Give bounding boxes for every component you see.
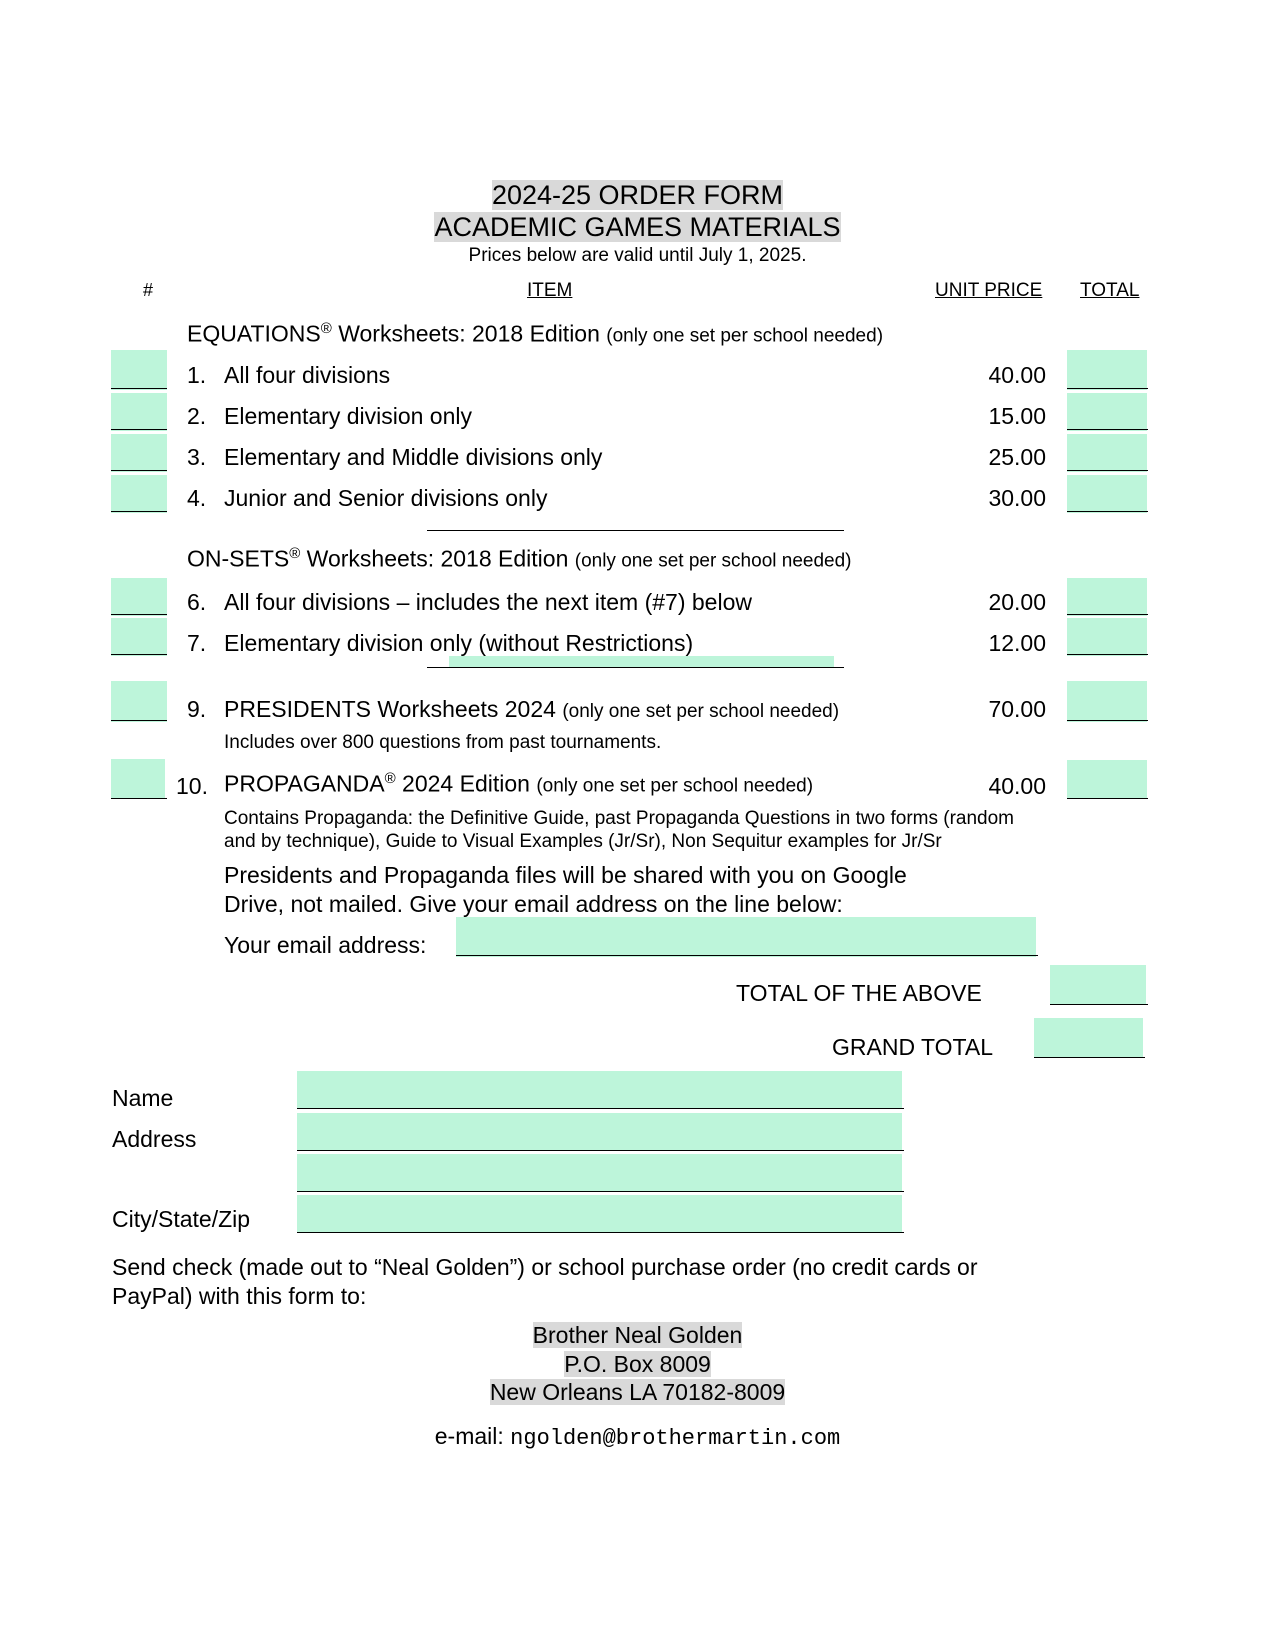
item-price: 30.00 [988, 485, 1046, 511]
item-price: 20.00 [988, 589, 1046, 615]
item-number: 2. [187, 403, 207, 429]
total-input-10[interactable] [1067, 760, 1147, 798]
equations-heading: EQUATIONS® Worksheets: 2018 Edition (only one set per school needed) [187, 320, 884, 347]
qty-line-9 [111, 720, 167, 721]
name-input[interactable] [297, 1071, 902, 1109]
name-label: Name [112, 1085, 174, 1111]
grand-total-input[interactable] [1034, 1018, 1143, 1058]
propaganda-description: Contains Propaganda: the Definitive Guide, past Propaganda Questions in two forms (random [224, 808, 1015, 829]
total-above-input[interactable] [1050, 965, 1146, 1005]
item-label: All four divisions – includes the next item (#7) below [224, 589, 752, 615]
item-number: 4. [187, 485, 207, 511]
qty-input-9[interactable] [111, 681, 167, 722]
col-unit-price: UNIT PRICE [935, 280, 1043, 301]
email-label: Your email address: [224, 932, 427, 958]
item-number: 1. [187, 362, 207, 388]
item-number: 9. [187, 696, 207, 722]
name-line [297, 1108, 904, 1109]
col-item: ITEM [527, 280, 573, 301]
qty-input-1[interactable] [111, 350, 167, 390]
propaganda-label: PROPAGANDA® 2024 Edition (only one set per school needed) [224, 770, 814, 797]
city-label: City/State/Zip [112, 1206, 251, 1232]
address-label: Address [112, 1126, 197, 1152]
total-line-6 [1067, 614, 1148, 615]
address-line [297, 1150, 904, 1151]
total-line-2 [1067, 429, 1148, 430]
form-title: 2024-25 ORDER FORM [491, 180, 784, 210]
total-above-line [1050, 1004, 1148, 1005]
total-above-label: TOTAL OF THE ABOVE [736, 980, 982, 1006]
item-price: 70.00 [988, 696, 1046, 722]
qty-line-10 [111, 798, 167, 799]
total-line-10 [1067, 798, 1148, 799]
city-line [297, 1232, 904, 1233]
section-divider [427, 530, 844, 531]
item-price: 12.00 [988, 630, 1046, 656]
item-price: 15.00 [988, 403, 1046, 429]
item-price: 40.00 [988, 773, 1046, 799]
item-label: All four divisions [224, 362, 391, 388]
item-price: 25.00 [988, 444, 1046, 470]
qty-line-3 [111, 470, 167, 471]
total-input-2[interactable] [1067, 393, 1147, 431]
col-total: TOTAL [1080, 280, 1140, 301]
item-label: Elementary division only [224, 403, 473, 429]
address-input-2[interactable] [297, 1154, 902, 1192]
total-input-7[interactable] [1067, 618, 1147, 656]
qty-input-3[interactable] [111, 434, 167, 472]
total-input-6[interactable] [1067, 578, 1147, 616]
sharing-note: Drive, not mailed. Give your email address on the line below: [224, 891, 843, 917]
item-price: 40.00 [988, 362, 1046, 388]
email-link[interactable]: ngolden@brothermartin.com [510, 1426, 841, 1451]
presidents-label: PRESIDENTS Worksheets 2024 (only one set per school needed) [224, 696, 840, 722]
email-input[interactable] [456, 917, 1036, 957]
qty-input-4[interactable] [111, 475, 167, 513]
qty-line-6 [111, 614, 167, 615]
city-input[interactable] [297, 1195, 902, 1233]
item-label: Elementary division only (without Restrictions) [224, 630, 694, 656]
propaganda-description: and by technique), Guide to Visual Examples (Jr/Sr), Non Sequitur examples for Jr/Sr [224, 831, 942, 852]
item-number: 10. [176, 773, 208, 799]
instructions-text: Send check (made out to “Neal Golden”) or school purchase order (no credit cards or [112, 1254, 978, 1280]
total-input-4[interactable] [1067, 475, 1147, 513]
qty-line-4 [111, 511, 167, 512]
instructions-text: PayPal) with this form to: [112, 1283, 367, 1309]
total-input-9[interactable] [1067, 681, 1147, 722]
validity-note: Prices below are valid until July 1, 2025. [468, 245, 807, 266]
presidents-description: Includes over 800 questions from past tournaments. [224, 732, 662, 753]
qty-line-1 [111, 388, 167, 389]
mailing-name: Brother Neal Golden [532, 1322, 743, 1348]
onsets-heading: ON-SETS® Worksheets: 2018 Edition (only one set per school needed) [187, 545, 852, 572]
item-label: Elementary and Middle divisions only [224, 444, 603, 470]
form-subtitle: ACADEMIC GAMES MATERIALS [434, 212, 841, 242]
total-input-3[interactable] [1067, 434, 1147, 472]
total-line-3 [1067, 470, 1148, 471]
address-line-2 [297, 1191, 904, 1192]
item-number: 3. [187, 444, 207, 470]
total-line-4 [1067, 511, 1148, 512]
total-input-1[interactable] [1067, 350, 1147, 390]
qty-input-6[interactable] [111, 578, 167, 616]
qty-input-2[interactable] [111, 393, 167, 431]
col-number: # [143, 280, 154, 300]
item-number: 7. [187, 630, 207, 656]
mailing-city: New Orleans LA 70182-8009 [489, 1379, 786, 1405]
qty-input-10[interactable] [111, 759, 165, 799]
total-line-9 [1067, 720, 1148, 721]
total-line-1 [1067, 388, 1148, 389]
qty-line-2 [111, 429, 167, 430]
grand-total-label: GRAND TOTAL [832, 1034, 994, 1060]
sharing-note: Presidents and Propaganda files will be shared with you on Google [224, 862, 907, 888]
item-label: Junior and Senior divisions only [224, 485, 548, 511]
email-line [456, 955, 1038, 956]
mailing-box: P.O. Box 8009 [564, 1351, 711, 1377]
item-number: 6. [187, 589, 207, 615]
grand-total-line [1034, 1057, 1145, 1058]
total-line-7 [1067, 654, 1148, 655]
qty-line-7 [111, 654, 167, 655]
contact-email: e-mail: ngolden@brothermartin.com [434, 1423, 841, 1451]
address-input[interactable] [297, 1113, 902, 1151]
section-divider [427, 667, 844, 668]
qty-input-7[interactable] [111, 618, 167, 656]
